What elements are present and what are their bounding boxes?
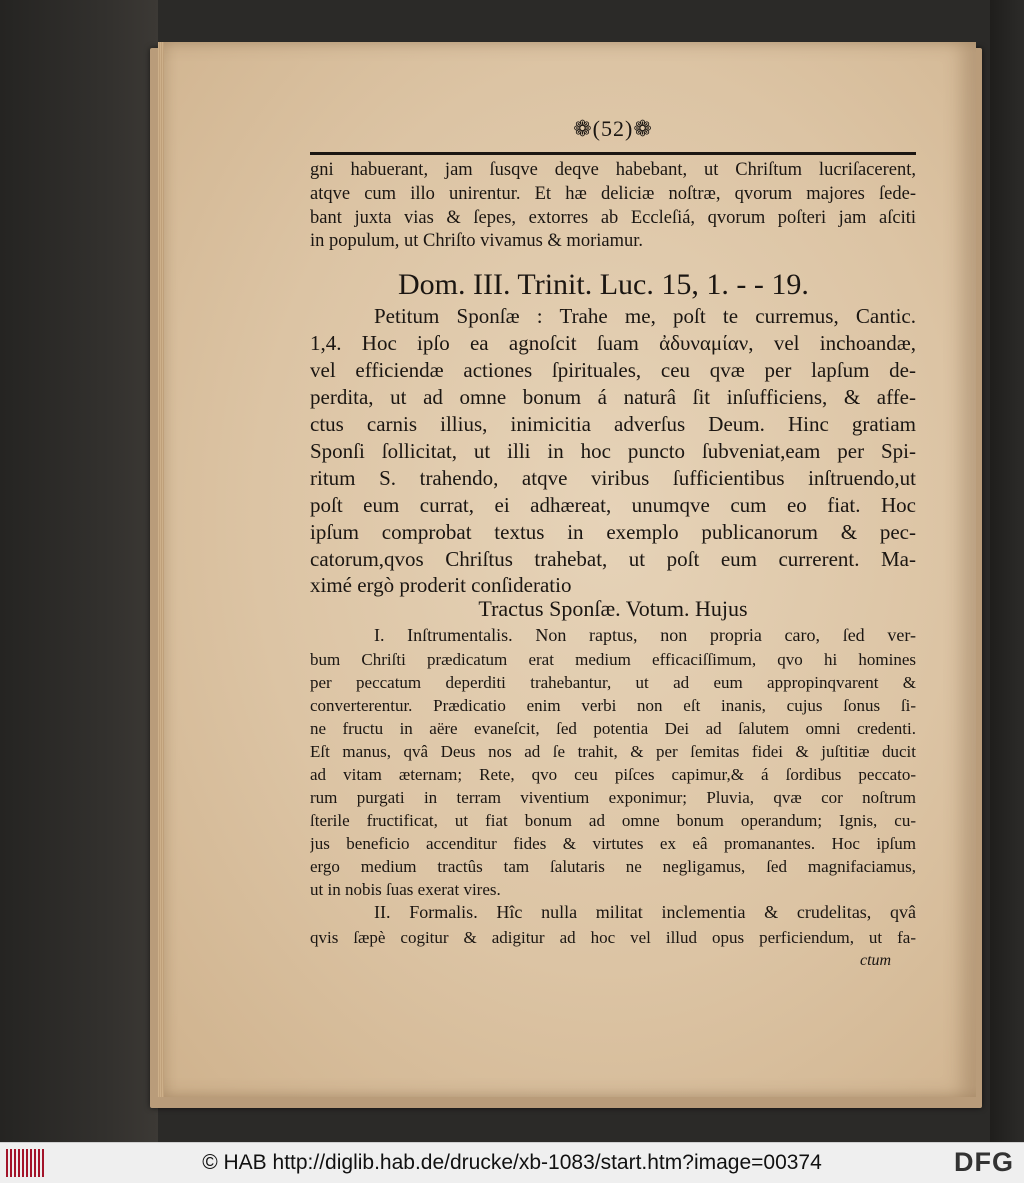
body-line: Petitum Sponſæ : Trahe me, poſt te curremus, Cantic. (374, 304, 916, 328)
part-one-line: ut in nobis ſuas exerat vires. (310, 880, 501, 899)
part-one-line: bum Chriſti prædicatum erat medium efficaciſſimum, qvo hi homines (310, 650, 916, 669)
footer-credit: © HAB http://diglib.hab.de/drucke/xb-1083/start.htm?image=00374 (202, 1151, 822, 1174)
part-one-line: jus beneficio accenditur fides & virtutes ex eâ promanantes. Hoc ipſum (310, 834, 916, 853)
section-heading: Dom. III. Trinit. Luc. 15, 1. - - 19. (398, 268, 809, 301)
part-one-line: ſterile fructificat, ut fiat bonum ad omne bonum operandum; Ignis, cu- (310, 811, 916, 830)
running-head (310, 116, 916, 146)
part-one-line: rum purgati in terram viventium exponimur; Pluvia, qvæ cor noſtrum (310, 788, 916, 807)
body-line: Sponſi ſollicitat, ut illi in hoc puncto ſubveniat,eam per Spi- (310, 439, 916, 463)
header-rule (310, 152, 916, 155)
body-line: catorum,qvos Chriſtus trahebat, ut poſt eum currerent. Ma- (310, 547, 916, 571)
part-one-line: I. Inſtrumentalis. Non raptus, non propria caro, ſed ver- (374, 625, 916, 645)
subheading: Tractus Sponſæ. Votum. Hujus (478, 596, 748, 621)
part-one-line: per peccatum deperditi trahebantur, ut ad eum appropinqvarent & (310, 673, 916, 692)
body-line: ximé ergò proderit conſideratio (310, 573, 572, 597)
body-line: ctus carnis illius, inimicitia adverſus Deum. Hinc gratiam (310, 412, 916, 436)
body-line: ipſum comprobat textus in exemplo publicanorum & pec- (310, 520, 916, 544)
part-one-line: Eſt manus, qvâ Deus nos ad ſe trahit, & per ſemitas fidei & juſtitiæ ducit (310, 742, 916, 761)
part-one-line: converterentur. Prædicatio enim verbi non eſt inanis, cujus ſonus ſi- (310, 696, 916, 715)
intro-line: bant juxta vias & ſepes, extorres ab Eccleſiá, qvorum poſteri jam aſciti (310, 208, 916, 228)
dfg-logo: DFG (954, 1147, 1014, 1177)
part-two-line: qvis ſæpè cogitur & adigitur ad hoc vel illud opus perficiendum, ut fa- (310, 928, 916, 947)
footer-bar (0, 1142, 1024, 1183)
part-two-line: II. Formalis. Hîc nulla militat inclementia & crudelitas, qvâ (374, 902, 916, 922)
body-line: vel efficiendæ actiones ſpirituales, ceu qvæ per lapſum de- (310, 358, 916, 382)
part-one-line: ad vitam æternam; Rete, qvo ceu piſces capimur,& á ſordibus peccato- (310, 765, 916, 784)
intro-line: atqve cum illo unirentur. Et hæ deliciæ noſtræ, qvorum majores ſede- (310, 184, 916, 204)
intro-line: in populum, ut Chriſto vivamus & moriamur. (310, 231, 643, 251)
body-line: ritum S. trahendo, atqve viribus ſufficientibus inſtruendo,ut (310, 466, 916, 490)
scanner-background-right (990, 0, 1024, 1142)
part-one-line: ne fructu in aëre evaneſcit, ſed potentia Dei ad ſalutem omni credenti. (310, 719, 916, 738)
scanner-background-left (0, 0, 158, 1142)
body-line: poſt eum currat, ei adhæreat, unumqve cum eo fiat. Hoc (310, 493, 916, 517)
body-line: perdita, ut ad omne bonum á naturâ ſit inſufficiens, & affe- (310, 385, 916, 409)
part-one-line: ergo medium tractûs tam ſalutaris ne negligamus, ſed magnifaciamus, (310, 857, 916, 876)
body-line: 1,4. Hoc ipſo ea agnoſcit ſuam ἀδυναμίαν, vel inchoandæ, (310, 331, 916, 355)
page-number: ❁(52)❁ (573, 116, 653, 141)
catchword: ctum (860, 952, 892, 969)
intro-line: gni habuerant, jam ſusqve deqve habebant, ut Chriſtum lucriſacerent, (310, 160, 916, 180)
